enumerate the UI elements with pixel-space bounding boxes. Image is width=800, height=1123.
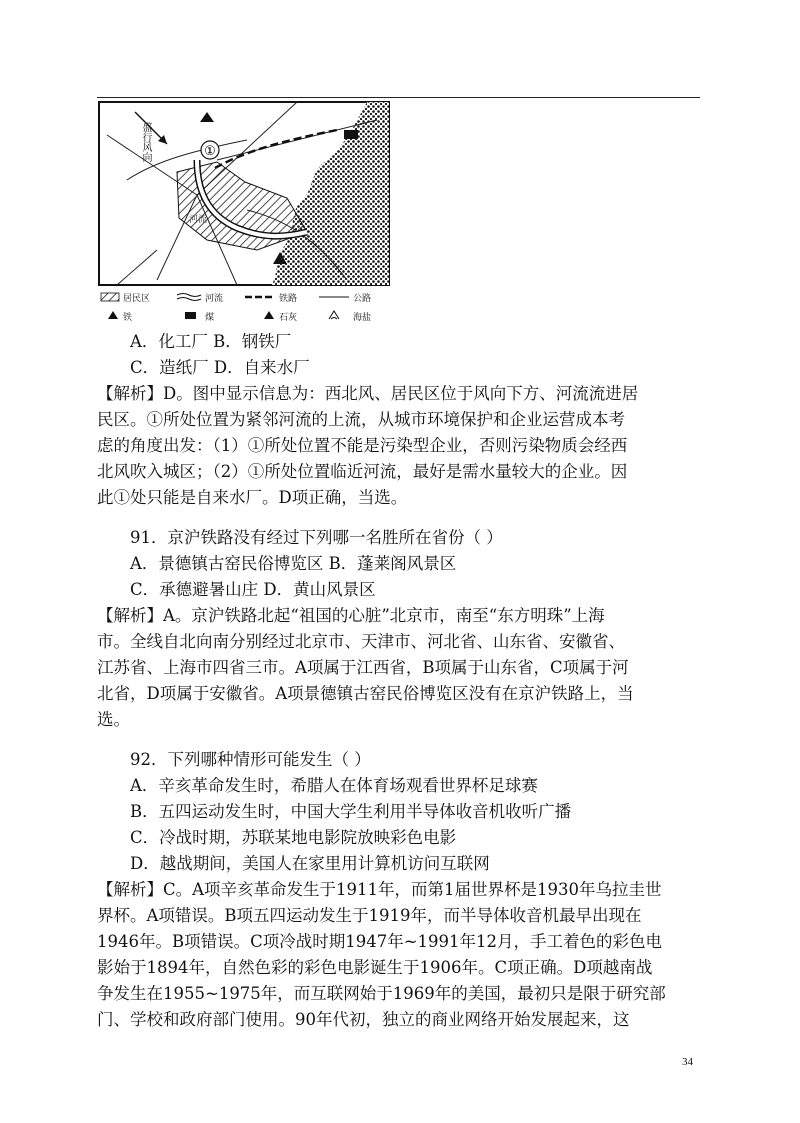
coal-symbol: [344, 130, 358, 139]
page-number: 34: [682, 1056, 693, 1068]
q91-analysis-line-5: 选。: [97, 710, 130, 729]
q90-options-line-2: C．造纸厂 D．自来水厂: [130, 358, 310, 377]
q90-analysis-line-2: 民区。①所处位置为紧邻河流的上流，从城市环境保护和企业运营成本考: [97, 410, 625, 429]
site-1-label: ①: [204, 144, 216, 159]
legend-residential: 居民区: [123, 294, 151, 304]
q92-analysis-line-6: 门、学校和政府部门使用。90年代初，独立的商业网络开始发展起来，这: [97, 1010, 630, 1029]
legend-highway: 公路: [353, 294, 372, 304]
q91-analysis-line-3: 江苏省、上海市四省三市。A项属于江西省，B项属于山东省，C项属于河: [97, 658, 629, 677]
map-legend: [101, 292, 371, 323]
q90-analysis-line-1: 【解析】D。图中显示信息为：西北风、居民区位于风向下方、河流流进居: [97, 384, 639, 403]
q90-options-line-1: A．化工厂 B．钢铁厂: [130, 332, 292, 351]
q91-options-line-2: C．承德避暑山庄 D．黄山风景区: [130, 580, 376, 599]
q90-analysis-line-5: 此①处只能是自来水厂。D项正确，当选。: [97, 488, 408, 507]
q90-analysis-line-3: 虑的角度出发：（1）①所处位置不能是污染型企业，否则污染物质会经西: [97, 436, 628, 455]
wind-label: 盛行风向: [111, 122, 151, 133]
q91-question: 91．京沪铁路没有经过下列哪一名胜所在省份（ ）: [130, 528, 503, 547]
q92-option-b: B．五四运动发生时，中国大学生利用半导体收音机收听广播: [130, 802, 572, 821]
q92-analysis-line-4: 影始于1894年，自然色彩的彩色电影诞生于1906年。C项正确。D项越南战: [97, 958, 653, 977]
q90-analysis-line-4: 北风吹入城区；（2）①所处位置临近河流，最好是需水量较大的企业。因: [97, 462, 628, 481]
q92-option-a: A．辛亥革命发生时，希腊人在体育场观看世界杯足球赛: [130, 776, 538, 795]
q92-analysis-line-5: 争发生在1955~1975年，而互联网始于1969年的美国，最初只是限于研究部: [97, 984, 666, 1003]
q92-option-c: C．冷战时期，苏联某地电影院放映彩色电影: [130, 828, 457, 847]
q91-analysis-line-2: 市。全线自北向南分别经过北京市、天津市、河北省、山东省、安徽省、: [97, 632, 625, 651]
q91-options-line-1: A．景德镇古窑民俗博览区 B．蓬莱阁风景区: [130, 554, 457, 573]
legend-iron: 铁: [123, 313, 133, 323]
header-rule: [97, 97, 700, 98]
q92-question: 92．下列哪种情形可能发生（ ）: [130, 750, 371, 769]
legend-coal: 煤: [205, 313, 215, 323]
q92-analysis-line-1: 【解析】C。A项辛亥革命发生于1911年，而第1届世界杯是1930年乌拉圭世: [97, 880, 662, 899]
map-figure: [97, 100, 393, 330]
q92-analysis-line-2: 界杯。A项错误。B项五四运动发生于1919年，而半导体收音机最早出现在: [97, 906, 642, 925]
legend-river: 河流: [205, 294, 224, 304]
river-name-label: 河流: [189, 215, 208, 225]
q91-analysis-line-4: 北省，D项属于安徽省。A项景德镇古窑民俗博览区没有在京沪铁路上，当: [97, 684, 634, 703]
q92-option-d: D．越战期间，美国人在家里用计算机访问互联网: [130, 854, 490, 873]
legend-limestone: 石灰: [279, 313, 298, 323]
legend-salt: 海盐: [353, 313, 372, 323]
q91-analysis-line-1: 【解析】A。京沪铁路北起“祖国的心脏”北京市，南至“东方明珠”上海: [97, 606, 605, 625]
legend-railway: 铁路: [279, 294, 298, 304]
q92-analysis-line-3: 1946年。B项错误。C项冷战时期1947年~1991年12月，手工着色的彩色电: [97, 932, 663, 951]
